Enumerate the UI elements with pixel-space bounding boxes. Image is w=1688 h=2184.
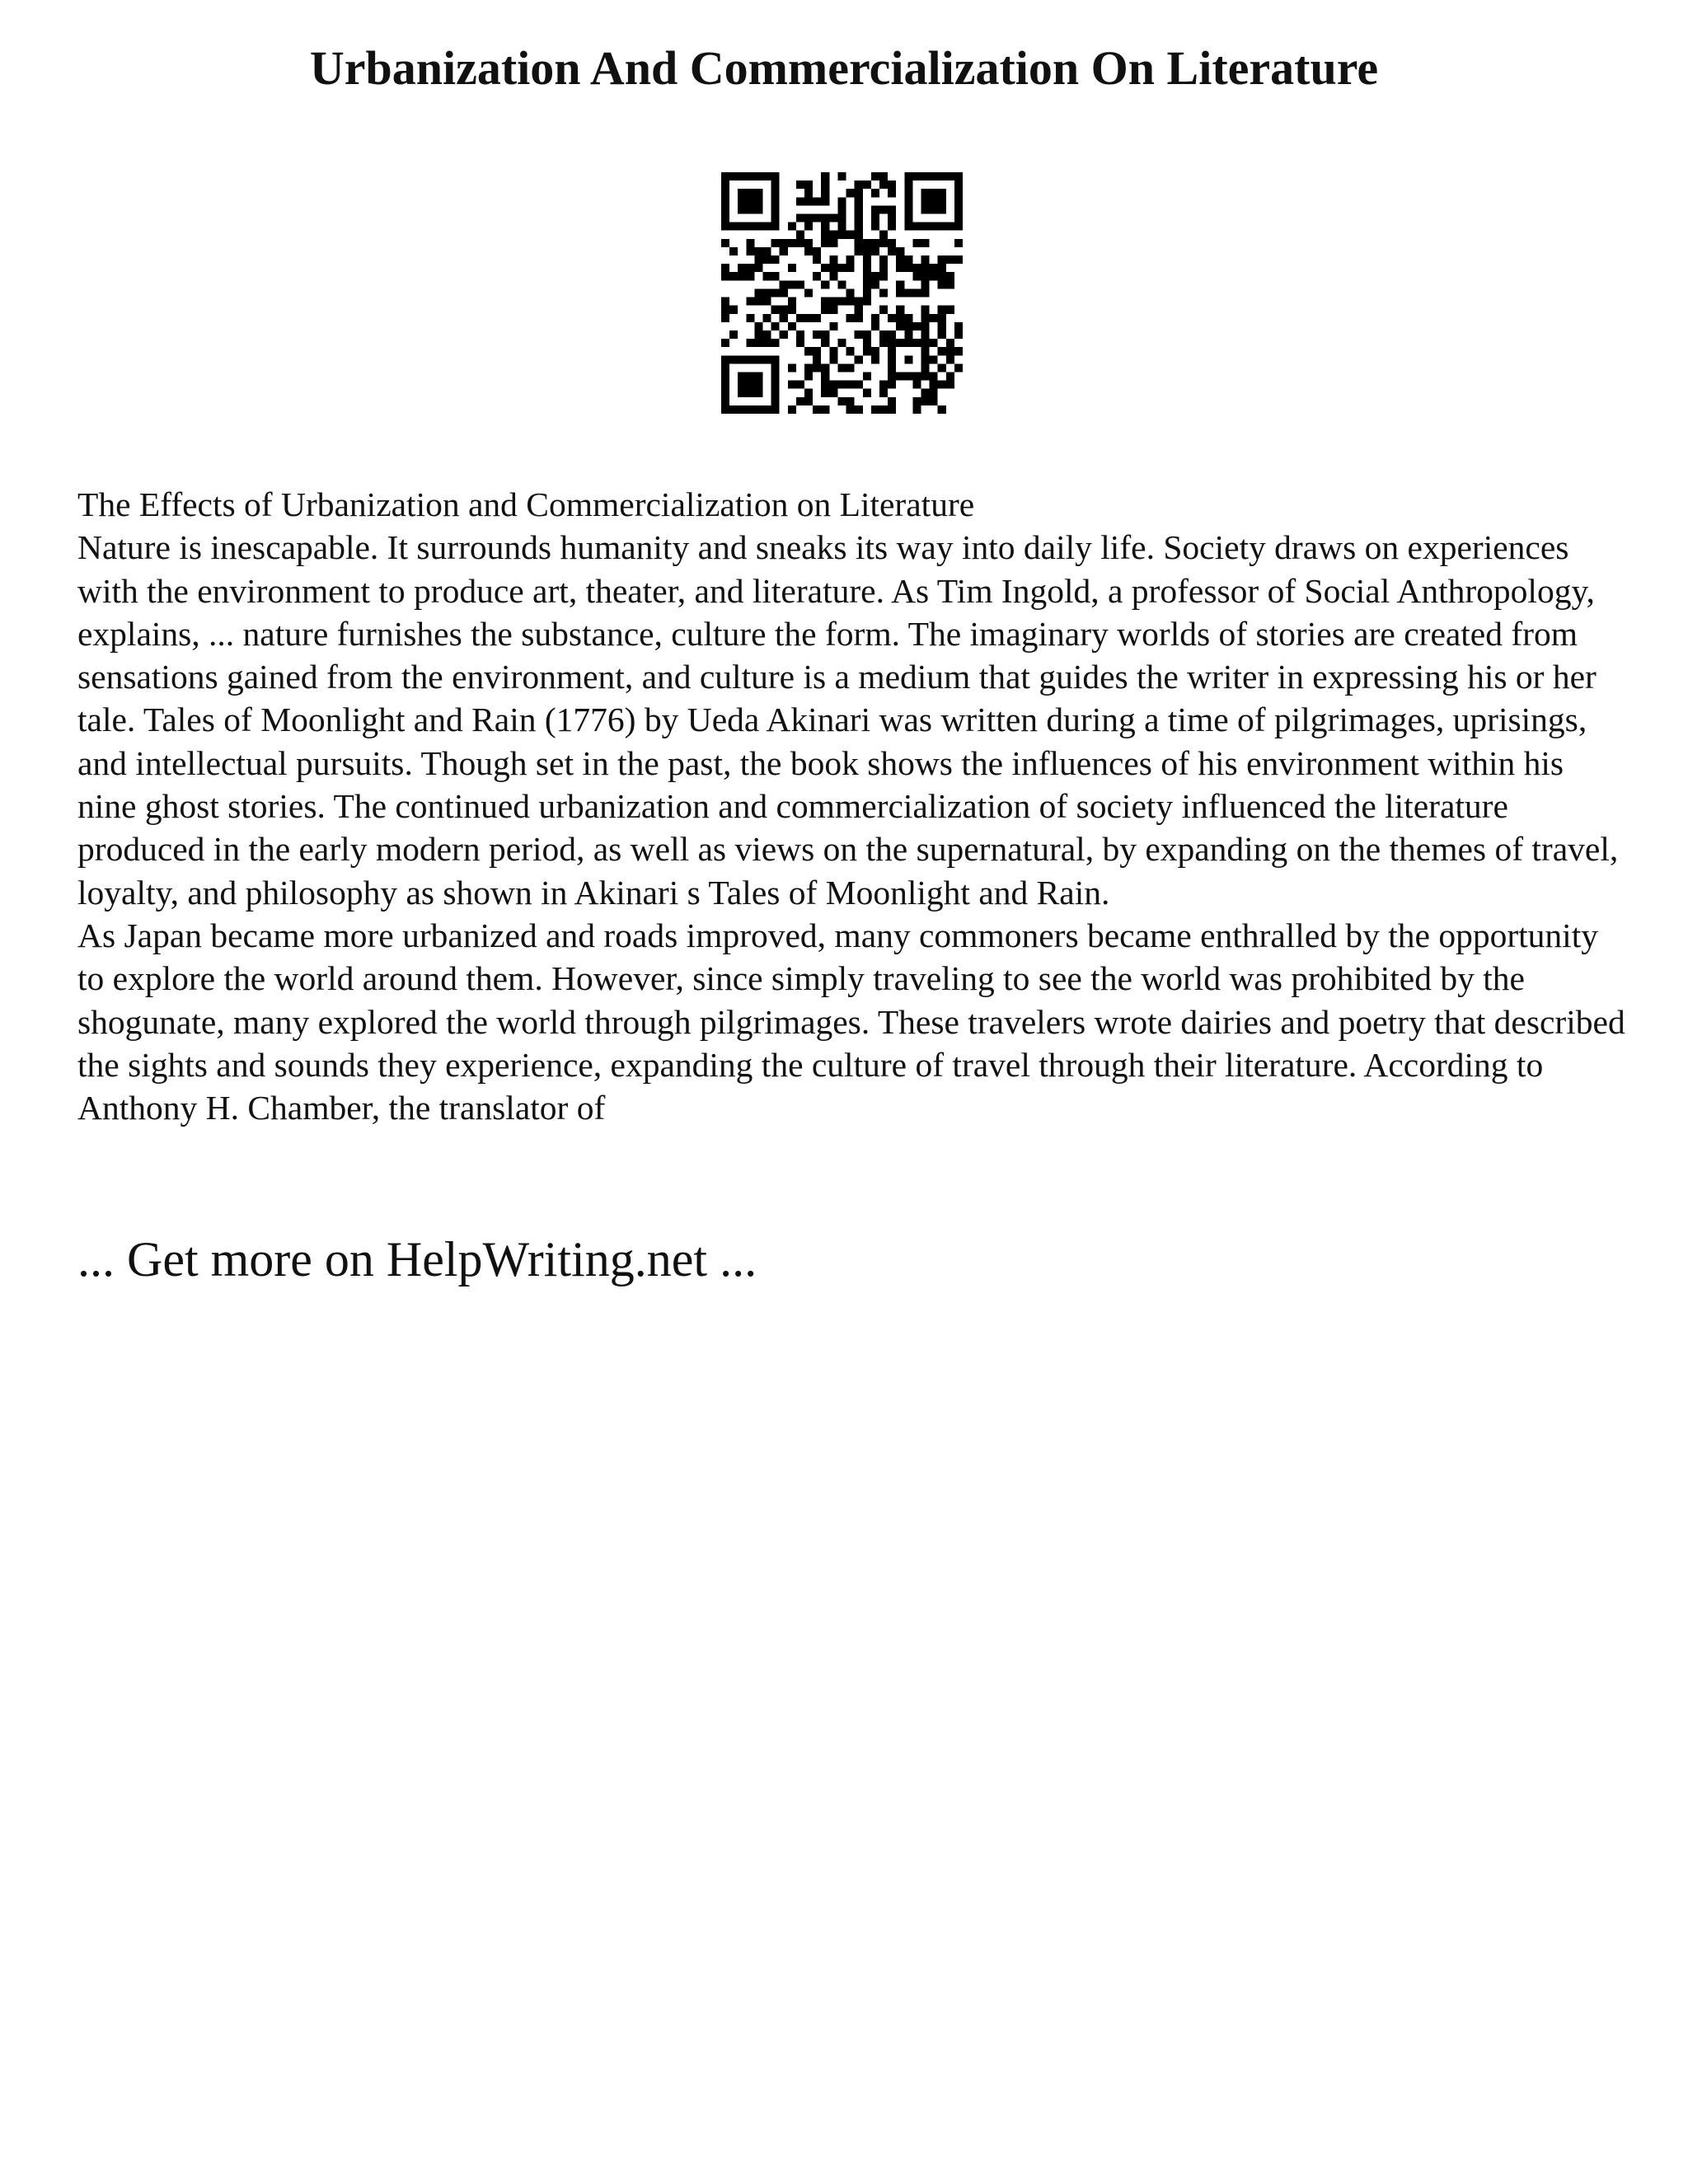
page-title: Urbanization And Commercialization On Literature (309, 41, 1379, 95)
document-subtitle: The Effects of Urbanization and Commercialization on Literature (77, 485, 975, 523)
qr-code-icon (721, 172, 963, 414)
get-more-link[interactable]: ... Get more on HelpWriting.net ... (77, 1232, 757, 1286)
body-paragraph: As Japan became more urbanized and roads improved, many commoners became enthralled by the opportunity to explore the world around them. However, since simply traveling to see the world was prohibited by the shogunate, many explored the world through pilgrimages. These travelers wrote dairies and poetry that described the sights and sounds they experience, expanding the culture of travel through their literature. According to Anthony H. Chamber, the translator of (77, 916, 1625, 1127)
body-paragraph: Nature is inescapable. It surrounds humanity and sneaks its way into daily life. Society draws on experiences with the environment to produce art, theater, and literature. As Tim Ingold, a professor of Social Anthropology, explains, ... nature furnishes the substance, culture the form. The imaginary worlds of stories are created from sensations gained from the environment, and culture is a medium that guides the writer in expressing his or her tale. Tales of Moonlight and Rain (1776) by Ueda Akinari was written during a time of pilgrimages, uprisings, and intellectual pursuits. Though set in the past, the book shows the influences of his environment within his nine ghost stories. The continued urbanization and commercialization of society influenced the literature produced in the early modern period, as well as views on the supernatural, by expanding on the themes of travel, loyalty, and philosophy as shown in Akinari s Tales of Moonlight and Rain. (77, 528, 1619, 912)
document-body (77, 483, 1627, 1129)
